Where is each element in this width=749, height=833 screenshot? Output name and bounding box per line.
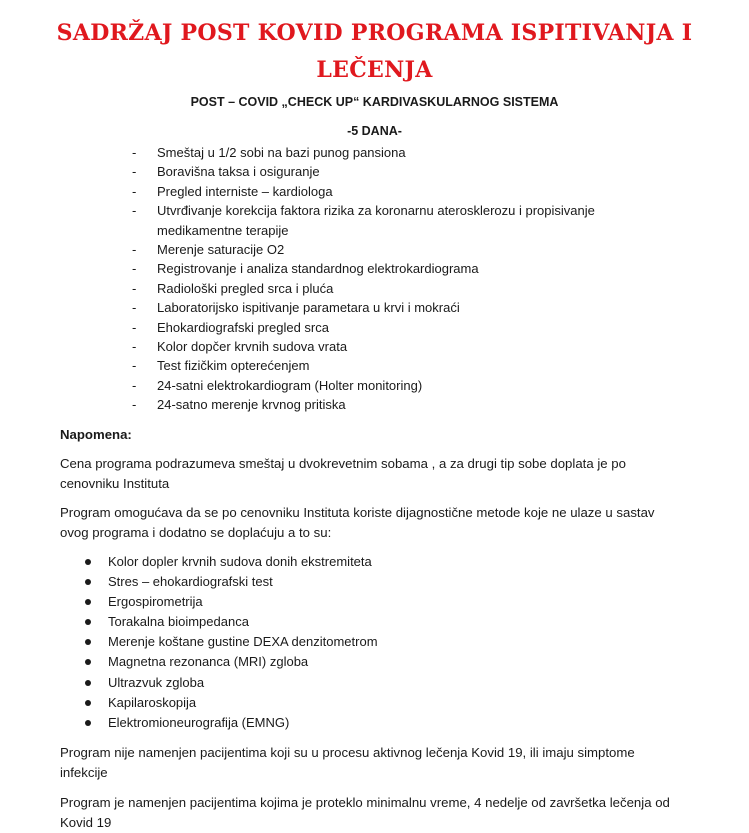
list-item-text: 24-satni elektrokardiogram (Holter monitoring) (157, 377, 423, 393)
list-item (0, 182, 637, 201)
program-items-list (0, 143, 637, 415)
list-item-text: 24-satno merenje krvnog pritiska (157, 397, 346, 413)
bullet-icon (85, 559, 91, 565)
note-not-for-paragraph: Program nije namenjen pacijentima koji su u procesu aktivnog lečenja Kovid 19, ili imaju simptome infekcije (60, 745, 635, 780)
list-item-text: Ehokardiografski pregled srca (157, 319, 329, 335)
dash-marker: - (132, 145, 137, 160)
note-price-paragraph: Cena programa podrazumeva smeštaj u dvokrevetnim sobama , a za drugi tip sobe doplata je po cenovniku Instituta (60, 456, 626, 491)
list-item-text: Kolor dopler krvnih sudova donih ekstremiteta (108, 554, 372, 569)
dash-marker: - (132, 358, 137, 374)
list-item-text: Utvrđivanje korekcija faktora rizika za koronarnu aterosklerozu i propisivanje medikamentne terapije (157, 203, 595, 238)
list-item (0, 318, 637, 337)
dash-marker: - (132, 183, 137, 199)
bullet-icon (85, 659, 91, 665)
dash-marker: - (132, 280, 137, 296)
list-item-text: Merenje saturacije O2 (157, 242, 285, 258)
list-item-text: Torakalna bioimpedanca (108, 614, 249, 630)
dash-marker: - (132, 397, 137, 413)
document-title-line-1: SADRŽAJ POST KOVID PROGRAMA ISPITIVANJA I (56, 20, 693, 46)
list-item-text: Test fizičkim opterećenjem (157, 358, 310, 374)
bullet-icon (85, 720, 91, 726)
list-item (0, 259, 637, 278)
bullet-icon (85, 599, 91, 605)
dash-marker: - (132, 300, 137, 316)
extra-items-list (0, 552, 378, 733)
list-item-text: Laboratorijsko ispitivanje parametara u krvi i mokraći (157, 300, 460, 316)
list-item (0, 376, 637, 395)
list-item (0, 298, 637, 317)
note-extra-paragraph: Program omogućava da se po cenovniku Instituta koriste dijagnostične metode koje ne ulaze u sastav ovog programa i dodatno se doplaćuju a to su: (60, 505, 655, 540)
list-item-text: Boravišna taksa i osiguranje (157, 164, 320, 180)
program-subtitle: POST – COVID „CHECK UP“ KARDIVASKULARNOG SISTEMA (190, 95, 559, 109)
list-item (0, 693, 378, 713)
list-item (0, 652, 378, 672)
list-item-text: Kolor dopčer krvnih sudova vrata (157, 339, 348, 355)
list-item (0, 673, 378, 693)
list-item-text: Ergospirometrija (108, 594, 203, 610)
list-item-text: Stres – ehokardiografski test (108, 574, 273, 590)
list-item (0, 592, 378, 612)
bullet-icon (85, 680, 91, 686)
list-item-text: Pregled interniste – kardiologa (157, 183, 333, 199)
document-title-line-2: LEČENJA (316, 57, 433, 83)
bullet-icon (85, 579, 91, 585)
list-item (0, 612, 378, 632)
dash-marker: - (132, 377, 137, 393)
list-item-text: Radiološki pregled srca i pluća (157, 280, 334, 296)
list-item (0, 552, 378, 572)
list-item (0, 572, 378, 592)
dash-marker: - (132, 164, 137, 180)
list-item-text: Magnetna rezonanca (MRI) zgloba (108, 654, 309, 670)
bullet-icon (85, 639, 91, 645)
program-duration: -5 DANA- (347, 124, 402, 138)
note-heading: Napomena: (60, 427, 132, 442)
dash-marker: - (132, 203, 137, 219)
bullet-icon (85, 619, 91, 625)
list-item (0, 162, 637, 181)
list-item (0, 201, 637, 240)
list-item-text: Elektromioneurografija (EMNG) (108, 714, 290, 730)
list-item (0, 143, 637, 162)
dash-marker: - (132, 319, 137, 335)
list-item (0, 713, 378, 733)
list-item-text: Smeštaj u 1/2 sobi na bazi punog pansiona (157, 145, 406, 160)
dash-marker: - (132, 261, 137, 277)
bullet-icon (85, 700, 91, 706)
list-item-text: Ultrazvuk zgloba (108, 674, 205, 690)
list-item (0, 356, 637, 375)
list-item (0, 240, 637, 259)
dash-marker: - (132, 339, 137, 355)
list-item (0, 632, 378, 652)
list-item-text: Merenje koštane gustine DEXA denzitometrom (108, 634, 378, 650)
note-for-paragraph: Program je namenjen pacijentima kojima je proteklo minimalnu vreme, 4 nedelje od završetka lečenja od Kovid 19 (60, 795, 670, 830)
list-item-text: Kapilaroskopija (108, 694, 197, 710)
list-item (0, 395, 637, 414)
list-item-text: Registrovanje i analiza standardnog elektrokardiograma (157, 261, 479, 277)
list-item (0, 279, 637, 298)
dash-marker: - (132, 242, 137, 258)
list-item (0, 337, 637, 356)
